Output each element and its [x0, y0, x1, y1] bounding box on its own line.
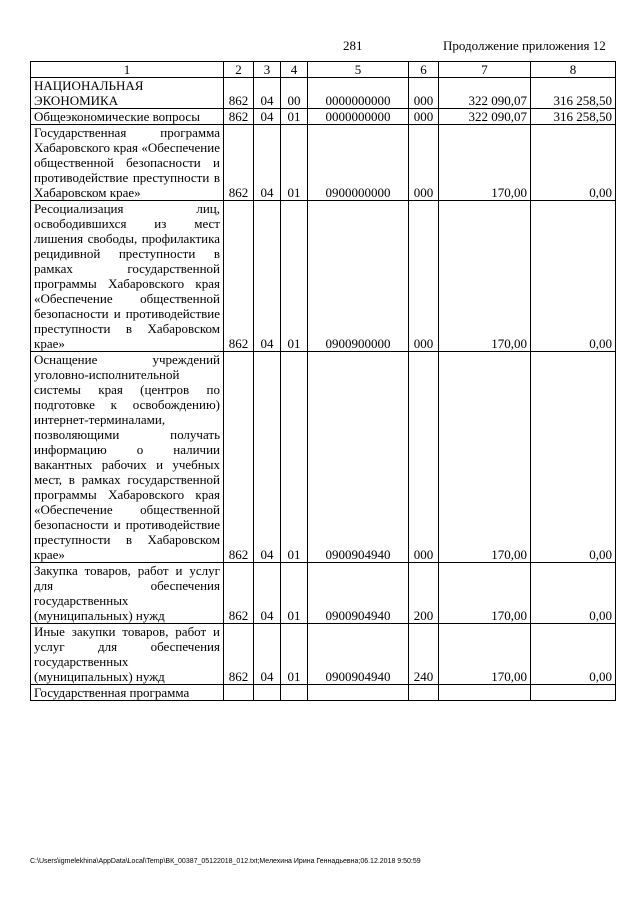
cell-section: 04 — [254, 201, 281, 352]
cell-amount-1: 170,00 — [439, 201, 531, 352]
cell-subsection: 01 — [281, 563, 308, 624]
cell-subsection — [281, 685, 308, 701]
cell-subsection: 01 — [281, 125, 308, 201]
cell-amount-2: 0,00 — [531, 201, 616, 352]
row-name: Общеэкономические вопросы — [31, 109, 224, 125]
cell-subsection: 00 — [281, 78, 308, 109]
cell-section — [254, 685, 281, 701]
cell-section: 04 — [254, 563, 281, 624]
cell-ministry: 862 — [224, 563, 254, 624]
cell-expense-type: 200 — [409, 563, 439, 624]
cell-target — [308, 685, 409, 701]
cell-amount-1: 170,00 — [439, 624, 531, 685]
row-name: Государственная программа Хабаровского края «Обеспечение общественной безопасности и противодействие преступности в Хабаровском крае» — [31, 125, 224, 201]
cell-subsection: 01 — [281, 201, 308, 352]
column-header: 6 — [409, 62, 439, 78]
column-header: 7 — [439, 62, 531, 78]
page-number: 281 — [343, 38, 363, 53]
cell-expense-type: 000 — [409, 78, 439, 109]
cell-section: 04 — [254, 125, 281, 201]
column-header: 3 — [254, 62, 281, 78]
column-header: 1 — [31, 62, 224, 78]
table-header-row — [31, 62, 616, 78]
cell-amount-2: 0,00 — [531, 624, 616, 685]
cell-subsection: 01 — [281, 624, 308, 685]
continuation-label: Продолжение приложения 12 — [443, 38, 606, 53]
cell-section: 04 — [254, 78, 281, 109]
table-row — [31, 563, 616, 624]
cell-target: 0000000000 — [308, 78, 409, 109]
table-row — [31, 624, 616, 685]
cell-section: 04 — [254, 624, 281, 685]
cell-amount-2: 0,00 — [531, 352, 616, 563]
cell-section: 04 — [254, 352, 281, 563]
cell-expense-type: 000 — [409, 109, 439, 125]
cell-expense-type: 000 — [409, 352, 439, 563]
table-row — [31, 685, 616, 701]
cell-target: 0900000000 — [308, 125, 409, 201]
table-row — [31, 125, 616, 201]
cell-ministry: 862 — [224, 78, 254, 109]
budget-table — [30, 61, 616, 701]
row-name: Государственная программа — [31, 685, 224, 701]
row-name: Оснащение учреждений уголовно-исполнительной системы края (центров по подготовке к освобождению) интернет-терминалами, позволяющими получать информацию о наличии вакантных рабочих и учебных мест, в рамках государственной программы Хабаровского края «Обеспечение общественной безопасности и противодействие преступности в Хабаровском крае» — [31, 352, 224, 563]
cell-amount-1 — [439, 685, 531, 701]
table-row — [31, 78, 616, 109]
cell-amount-2: 0,00 — [531, 563, 616, 624]
cell-ministry: 862 — [224, 109, 254, 125]
table-row — [31, 352, 616, 563]
cell-amount-1: 170,00 — [439, 563, 531, 624]
cell-expense-type: 000 — [409, 201, 439, 352]
file-path-footer: C:\Users\igmelekhina\AppData\Local\Temp\ВК_00387_05122018_012.txt;Мелехина Ирина Геннадьевна;06.12.2018 9:50:59 — [30, 858, 421, 865]
row-name: Иные закупки товаров, работ и услуг для обеспечения государственных (муниципальных) нужд — [31, 624, 224, 685]
cell-section: 04 — [254, 109, 281, 125]
cell-target: 0900904940 — [308, 563, 409, 624]
cell-subsection: 01 — [281, 352, 308, 563]
cell-target: 0900904940 — [308, 352, 409, 563]
column-header: 2 — [224, 62, 254, 78]
table-row — [31, 201, 616, 352]
cell-expense-type: 000 — [409, 125, 439, 201]
column-header: 8 — [531, 62, 616, 78]
cell-subsection: 01 — [281, 109, 308, 125]
cell-target: 0000000000 — [308, 109, 409, 125]
table-row — [31, 109, 616, 125]
cell-amount-1: 322 090,07 — [439, 109, 531, 125]
cell-amount-1: 322 090,07 — [439, 78, 531, 109]
column-header: 4 — [281, 62, 308, 78]
cell-ministry: 862 — [224, 624, 254, 685]
cell-ministry — [224, 685, 254, 701]
cell-expense-type — [409, 685, 439, 701]
cell-expense-type: 240 — [409, 624, 439, 685]
cell-ministry: 862 — [224, 352, 254, 563]
cell-amount-2: 0,00 — [531, 125, 616, 201]
cell-target: 0900904940 — [308, 624, 409, 685]
column-header: 5 — [308, 62, 409, 78]
cell-amount-2: 316 258,50 — [531, 78, 616, 109]
row-name: Ресоциализация лиц, освободившихся из мест лишения свободы, профилактика рецидивной преступности в рамках государственной программы Хабаровского края «Обеспечение общественной безопасности и противодействие преступности в Хабаровском крае» — [31, 201, 224, 352]
cell-target: 0900900000 — [308, 201, 409, 352]
row-name: Закупка товаров, работ и услуг для обеспечения государственных (муниципальных) нужд — [31, 563, 224, 624]
row-name: НАЦИОНАЛЬНАЯ ЭКОНОМИКА — [31, 78, 224, 109]
cell-ministry: 862 — [224, 125, 254, 201]
cell-amount-1: 170,00 — [439, 352, 531, 563]
cell-amount-1: 170,00 — [439, 125, 531, 201]
cell-ministry: 862 — [224, 201, 254, 352]
cell-amount-2 — [531, 685, 616, 701]
cell-amount-2: 316 258,50 — [531, 109, 616, 125]
